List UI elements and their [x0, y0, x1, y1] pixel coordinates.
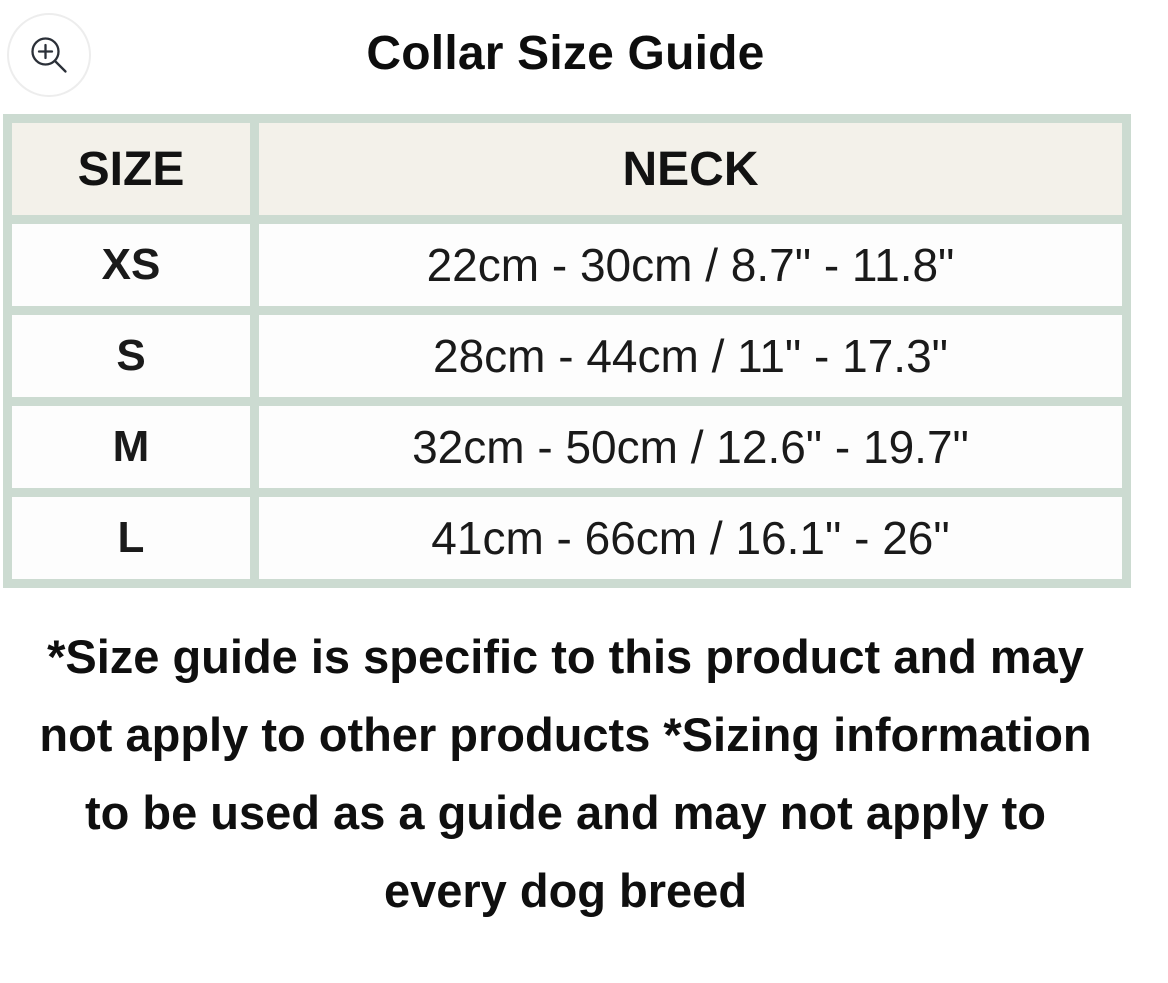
table-row-l: [12, 497, 1122, 579]
page-title: Collar Size Guide: [366, 27, 765, 80]
disclaimer-line-4: every dog breed: [383, 864, 748, 917]
top-bar: [0, 0, 1168, 114]
table-row-m: [12, 406, 1122, 488]
neck-range: 32cm - 50cm / 12.6" - 19.7": [259, 406, 1122, 488]
neck-range: 41cm - 66cm / 16.1" - 26": [259, 497, 1122, 579]
size-label: M: [12, 406, 250, 488]
disclaimer-line-3: to be used as a guide and may not apply to: [84, 786, 1047, 839]
neck-range: 22cm - 30cm / 8.7" - 11.8": [259, 224, 1122, 306]
size-label: XS: [12, 224, 250, 306]
table-header-row: [12, 123, 1122, 215]
disclaimer-line-1: *Size guide is specific to this product and may: [47, 630, 1084, 683]
size-label: L: [12, 497, 250, 579]
disclaimer-line-2: not apply to other products *Sizing information: [39, 708, 1092, 761]
size-guide-disclaimer: [0, 618, 1131, 930]
size-label: S: [12, 315, 250, 397]
neck-range: 28cm - 44cm / 11" - 17.3": [259, 315, 1122, 397]
table-row-xs: [12, 224, 1122, 306]
column-header-neck: NECK: [259, 123, 1122, 215]
column-header-size: SIZE: [12, 123, 250, 215]
size-guide-table: [3, 114, 1131, 588]
table-row-s: [12, 315, 1122, 397]
